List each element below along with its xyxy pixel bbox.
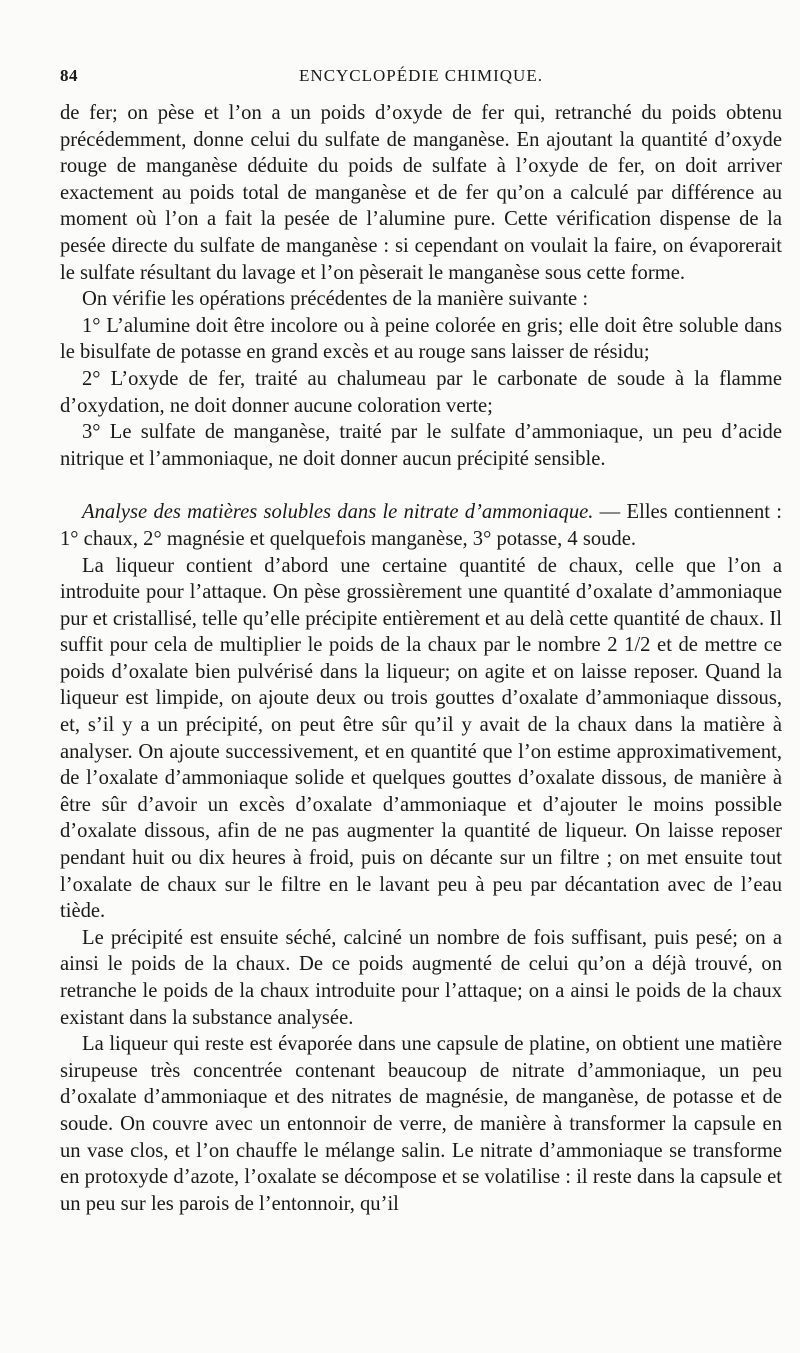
paragraph-check-alumina: 1° L’alumine doit être incolore ou à peine colorée en gris; elle doit être soluble dans le bisulfate de potasse en grand excès et au rouge sans laisser de résidu; [60, 314, 782, 364]
section-lead: — Elles contiennent : 1° chaux, 2° magnésie et quelquefois manganèse, 3° potasse, 4 soude. [60, 501, 782, 550]
running-title: ENCYCLOPÉDIE CHIMIQUE. [299, 66, 543, 85]
paragraph-lime-precipitation: La liqueur contient d’abord une certaine quantité de chaux, celle que l’on a introduite pour l’attaque. On pèse grossièrement une quantité d’oxalate d’ammoniaque pur et cristallisé, telle qu’elle précipite entièrement et au delà cette quantité de chaux. Il suffit pour cela de multiplier le poids de la chaux par le nombre 2 1/2 et de mettre ce poids d’oxalate bien pulvérisé dans la liqueur; on agite et on laisse reposer. Quand la liqueur est limpide, on ajoute deux ou trois gouttes d’oxalate d’ammoniaque dissous, et, s’il y a un précipité, on peut être sûr qu’il y avait de la chaux dans la matière à analyser. On ajoute successivement, et en quantité que l’on estime approximativement, de l’oxalate d’ammoniaque solide et quelques gouttes d’oxalate dissous, de manière à être sûr d’avoir un excès d’oxalate d’ammoniaque et d’ajouter le moins possible d’oxalate dissous, afin de ne pas augmenter la quantité de liqueur. On laisse reposer pendant huit ou dix heures à froid, puis on décante sur un filtre ; on met ensuite tout l’oxalate de chaux sur le filtre en le lavant peu à peu par décantation avec de l’eau tiède. [60, 554, 782, 923]
paragraph-check-manganese-sulfate: 3° Le sulfate de manganèse, traité par le sulfate d’ammoniaque, un peu d’acide nitrique et l’ammoniaque, ne doit donner aucun précipité sensible. [60, 421, 782, 470]
section-title: Analyse des matières solubles dans le nitrate d’ammoniaque. [82, 501, 594, 524]
paragraph-continued: de fer; on pèse et l’on a un poids d’oxyde de fer qui, retranché du poids obtenu précédemment, donne celui du sulfate de manganèse. En ajoutant la quantité d’oxyde rouge de manganèse déduite du poids de sulfate à l’oxyde de fer, on doit arriver exactement au poids total de manganèse et de fer qu’on a calculé par différence au moment où l’on a fait la pesée de l’alumine pure. Cette vérification dispense de la pesée directe du sulfate de manganèse : si cependant on voulait la faire, on évaporerait le sulfate résultant du lavage et l’on pèserait le manganèse sous cette forme. [60, 102, 782, 284]
running-head [60, 66, 782, 90]
section-paragraph [60, 499, 782, 552]
paragraph-evaporation: La liqueur qui reste est évaporée dans une capsule de platine, on obtient une matière sirupeuse très concentrée contenant beaucoup de nitrate d’ammoniaque, un peu d’oxalate d’ammoniaque et des nitrates de magnésie, de manganèse, de potasse et de soude. On couvre avec un entonnoir de verre, de manière à transformer la capsule en un vase clos, et l’on chauffe le mélange salin. Le nitrate d’ammoniaque se transforme en protoxyde d’azote, l’oxalate se décompose et se volatilise : il reste dans la capsule et un peu sur les parois de l’entonnoir, qu’il [60, 1033, 782, 1215]
paragraph-check-iron-oxide: 2° L’oxyde de fer, traité au chalumeau par le carbonate de soude à la flamme d’oxydation, ne doit donner aucune coloration verte; [60, 367, 782, 417]
body-text [60, 100, 782, 1217]
paragraph-verification-intro: On vérifie les opérations précédentes de la manière suivante : [82, 288, 589, 311]
paragraph-lime-weighing: Le précipité est ensuite séché, calciné un nombre de fois suffisant, puis pesé; on a ainsi le poids de la chaux. De ce poids augmenté de celui qu’on a déjà trouvé, on retranche le poids de la chaux introduite pour l’attaque; on a ainsi le poids de la chaux existant dans la substance analysée. [60, 926, 782, 1029]
page-number: 84 [60, 66, 78, 85]
